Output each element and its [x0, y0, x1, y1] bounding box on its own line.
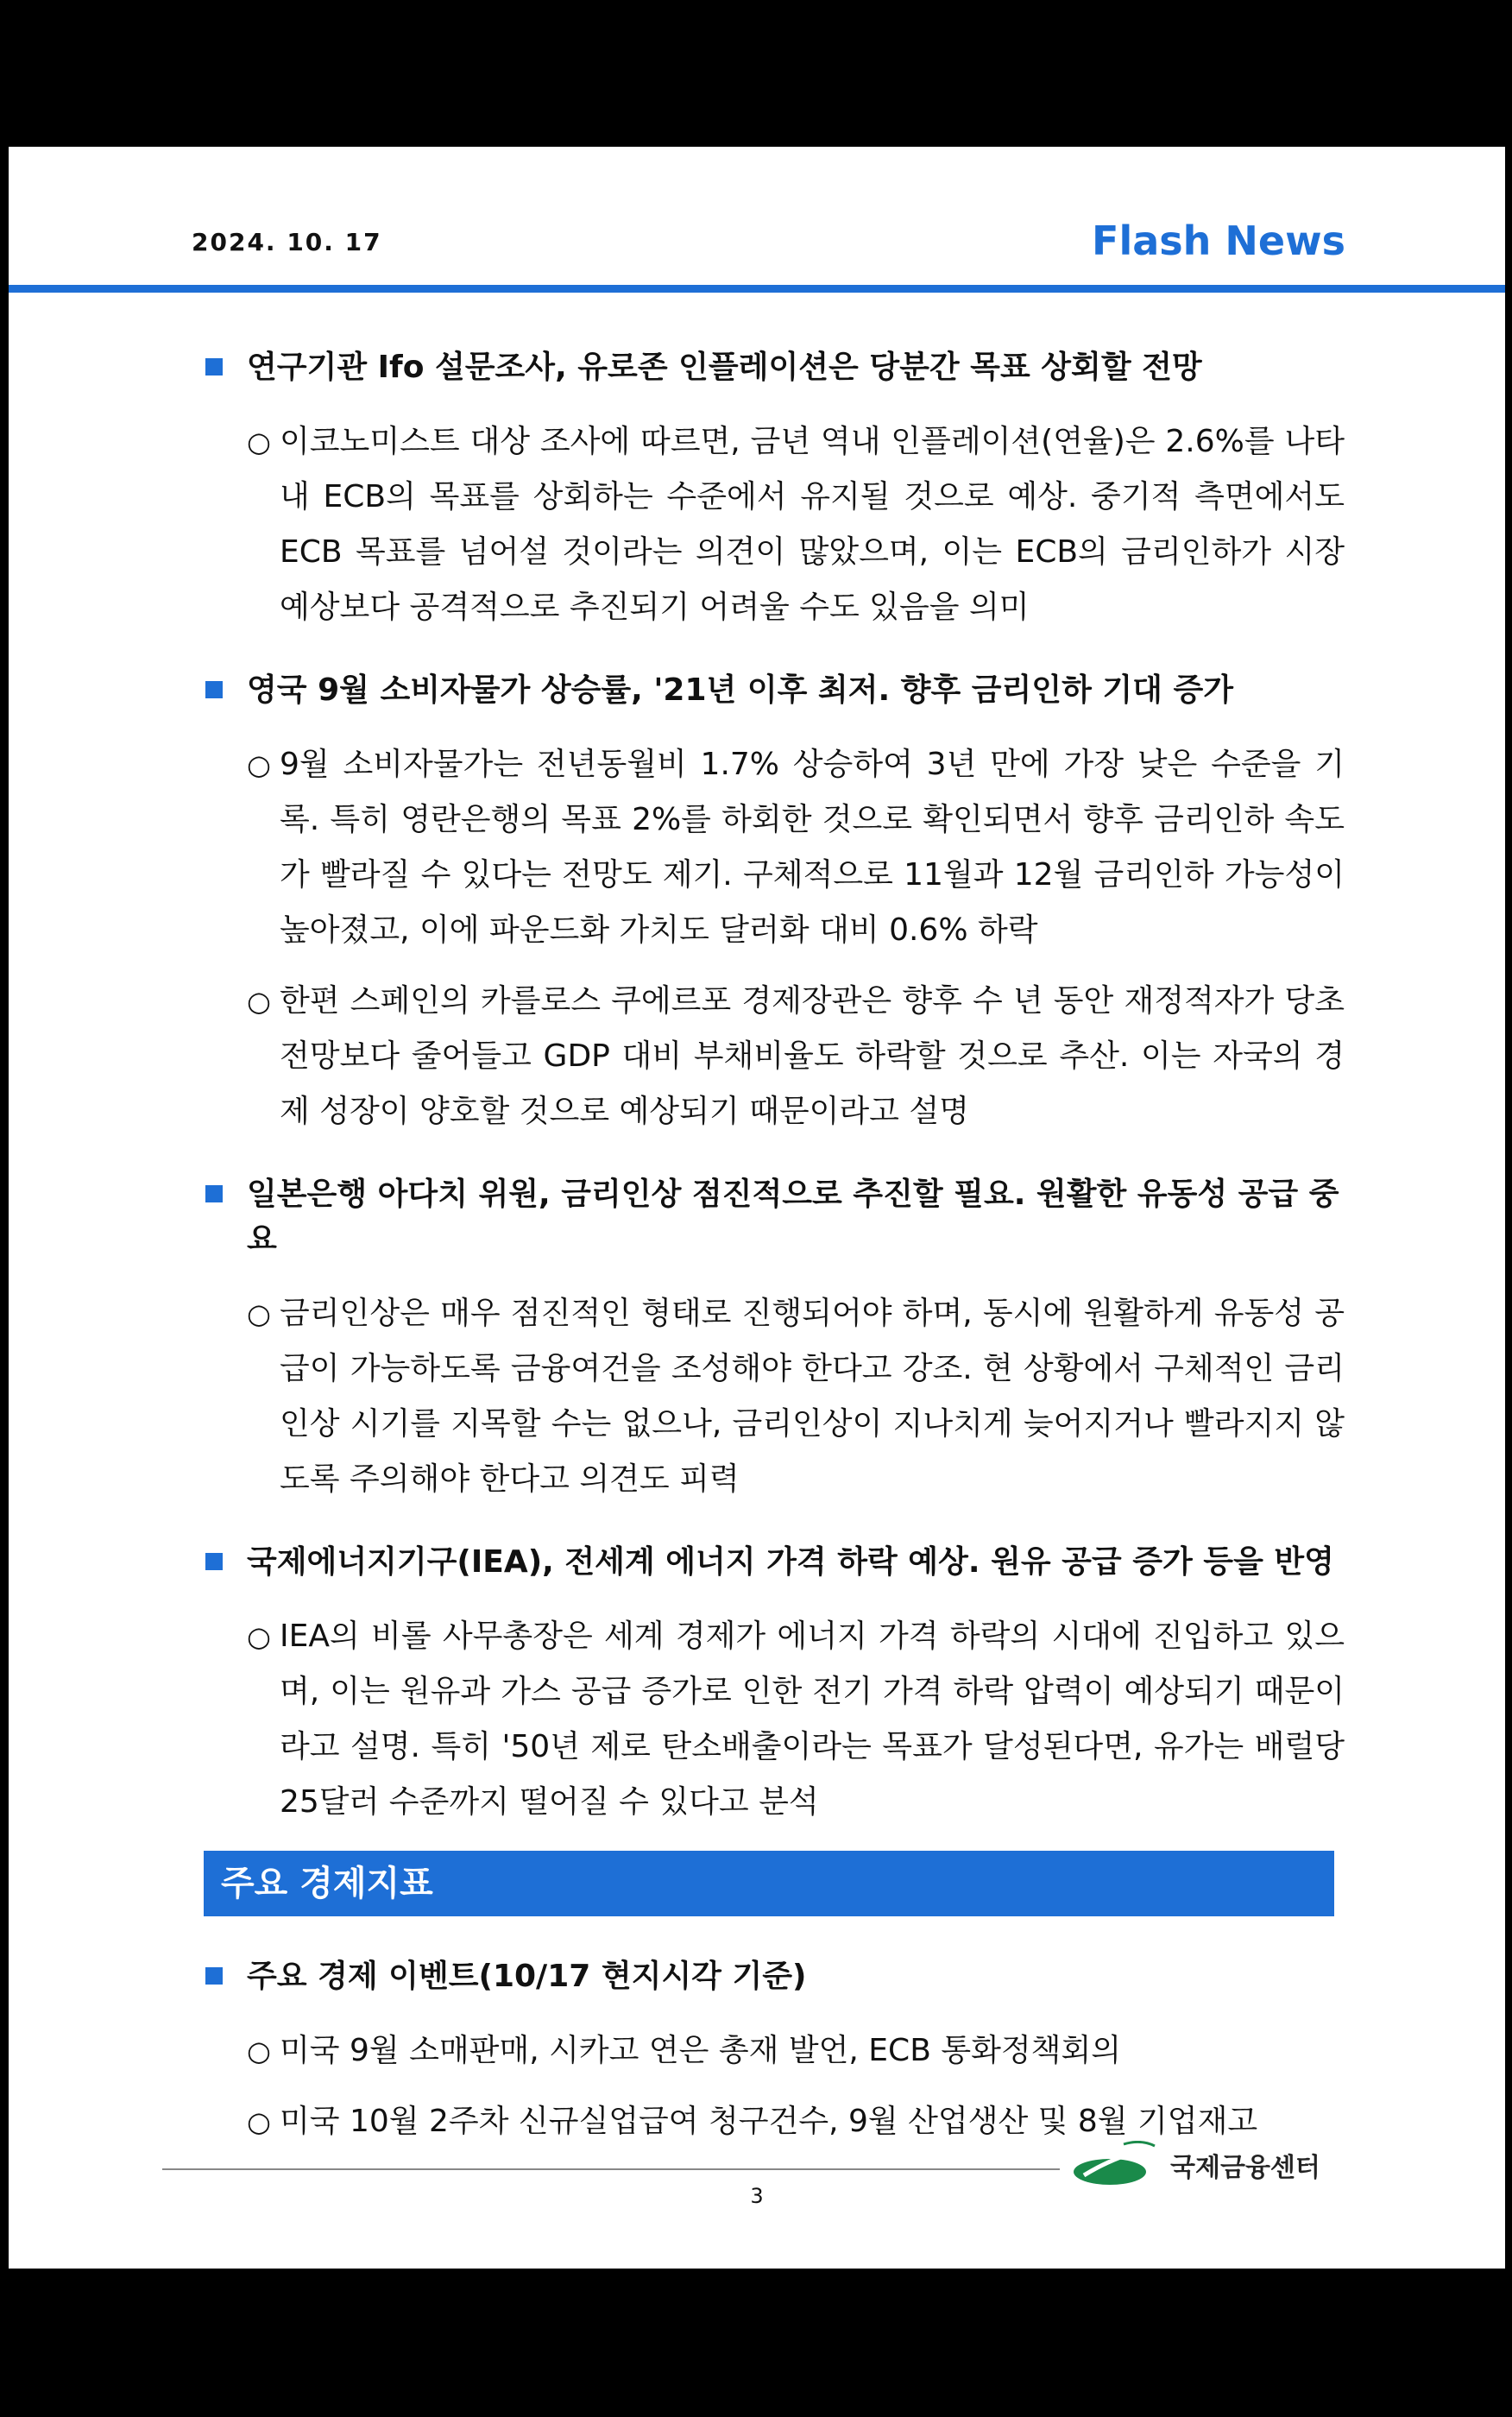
header-divider: [9, 285, 1505, 293]
circle-bullet-icon: ○: [247, 2105, 271, 2138]
section-heading: [205, 1540, 1345, 1585]
circle-bullet-icon: ○: [247, 2035, 271, 2067]
section-title: 연구기관 Ifo 설문조사, 유로존 인플레이션은 당분간 목표 상회할 전망: [247, 350, 1202, 385]
square-bullet-icon: [205, 1967, 223, 1985]
section-heading: [205, 1954, 1345, 1999]
list-item: [205, 1286, 1345, 1507]
kcif-logo-icon: [1072, 2141, 1158, 2189]
footer-logo: [1072, 2141, 1320, 2189]
indicators-banner: 주요 경제지표: [204, 1851, 1334, 1916]
item-text: 미국 10월 2주차 신규실업급여 청구건수, 9월 산업생산 및 8월 기업재고: [280, 2104, 1258, 2139]
list-item: [205, 1609, 1345, 1830]
document-page: [9, 147, 1505, 2269]
item-text: 금리인상은 매우 점진적인 형태로 진행되어야 하며, 동시에 원활하게 유동성 공급이 가능하도록 금융여건을 조성해야 한다고 강조. 현 상황에서 구체적인 금리인상 시기를 지목할 수는 없으나, 금리인상이 지나치게 늦어지거나 빨라지지 않도록 주의해야 한다고 의견도 피력: [280, 1296, 1345, 1497]
section-heading: [205, 668, 1345, 713]
item-text: IEA의 비롤 사무총장은 세계 경제가 에너지 가격 하락의 시대에 진입하고 있으며, 이는 원유과 가스 공급 증가로 인한 전기 가격 하락 압력이 예상되기 때문이라고 설명. 특히 '50년 제로 탄소배출이라는 목표가 달성된다면, 유가는 배럴당 25달러 수준까지 떨어질 수 있다고 분석: [280, 1619, 1345, 1820]
list-item: [205, 737, 1345, 958]
circle-bullet-icon: ○: [247, 748, 271, 781]
section-title: 국제에너지기구(IEA), 전세계 에너지 가격 하락 예상. 원유 공급 증가 등을 반영: [247, 1544, 1334, 1580]
square-bullet-icon: [205, 1185, 223, 1202]
square-bullet-icon: [205, 358, 223, 375]
square-bullet-icon: [205, 1553, 223, 1570]
item-text: 미국 9월 소매판매, 시카고 연은 총재 발언, ECB 통화정책회의: [280, 2033, 1121, 2068]
content: [205, 345, 1345, 2165]
report-title: Flash News: [1092, 218, 1345, 264]
item-text: 한편 스페인의 카를로스 쿠에르포 경제장관은 향후 수 년 동안 재정적자가 당초 전망보다 줄어들고 GDP 대비 부채비율도 하락할 것으로 추산. 이는 자국의 경제 성장이 양호할 것으로 예상되기 때문이라고 설명: [280, 983, 1345, 1129]
item-text: 9월 소비자물가는 전년동월비 1.7% 상승하여 3년 만에 가장 낮은 수준을 기록. 특히 영란은행의 목표 2%를 하회한 것으로 확인되면서 향후 금리인하 속도가 빨라질 수 있다는 전망도 제기. 구체적으로 11월과 12월 금리인하 가능성이 높아졌고, 이에 파운드화 가치도 달러화 대비 0.6% 하락: [280, 747, 1345, 948]
circle-bullet-icon: ○: [247, 1297, 271, 1330]
item-text: 이코노미스트 대상 조사에 따르면, 금년 역내 인플레이션(연율)은 2.6%를 나타내 ECB의 목표를 상회하는 수준에서 유지될 것으로 예상. 중기적 측면에서도 ECB 목표를 넘어설 것이라는 의견이 많았으며, 이는 ECB의 금리인하가 시장 예상보다 공격적으로 추진되기 어려울 수도 있음을 의미: [280, 424, 1345, 625]
section-title: 일본은행 아다치 위원, 금리인상 점진적으로 추진할 필요. 원활한 유동성 공급 중요: [247, 1177, 1339, 1257]
circle-bullet-icon: ○: [247, 985, 271, 1018]
section-heading: [205, 1172, 1345, 1262]
section-title: 영국 9월 소비자물가 상승률, '21년 이후 최저. 향후 금리인하 기대 증가: [247, 672, 1234, 708]
square-bullet-icon: [205, 681, 223, 698]
circle-bullet-icon: ○: [247, 1620, 271, 1653]
page-number: 3: [750, 2184, 764, 2208]
footer-divider: [162, 2168, 1060, 2170]
list-item: [205, 414, 1345, 635]
list-item: [205, 974, 1345, 1139]
report-date: 2024. 10. 17: [192, 228, 382, 256]
circle-bullet-icon: ○: [247, 426, 271, 458]
section-title: 주요 경제 이벤트(10/17 현지시각 기준): [247, 1959, 807, 1994]
list-item: [205, 2023, 1345, 2079]
section-heading: [205, 345, 1345, 390]
org-name: 국제금융센터: [1170, 2153, 1320, 2183]
